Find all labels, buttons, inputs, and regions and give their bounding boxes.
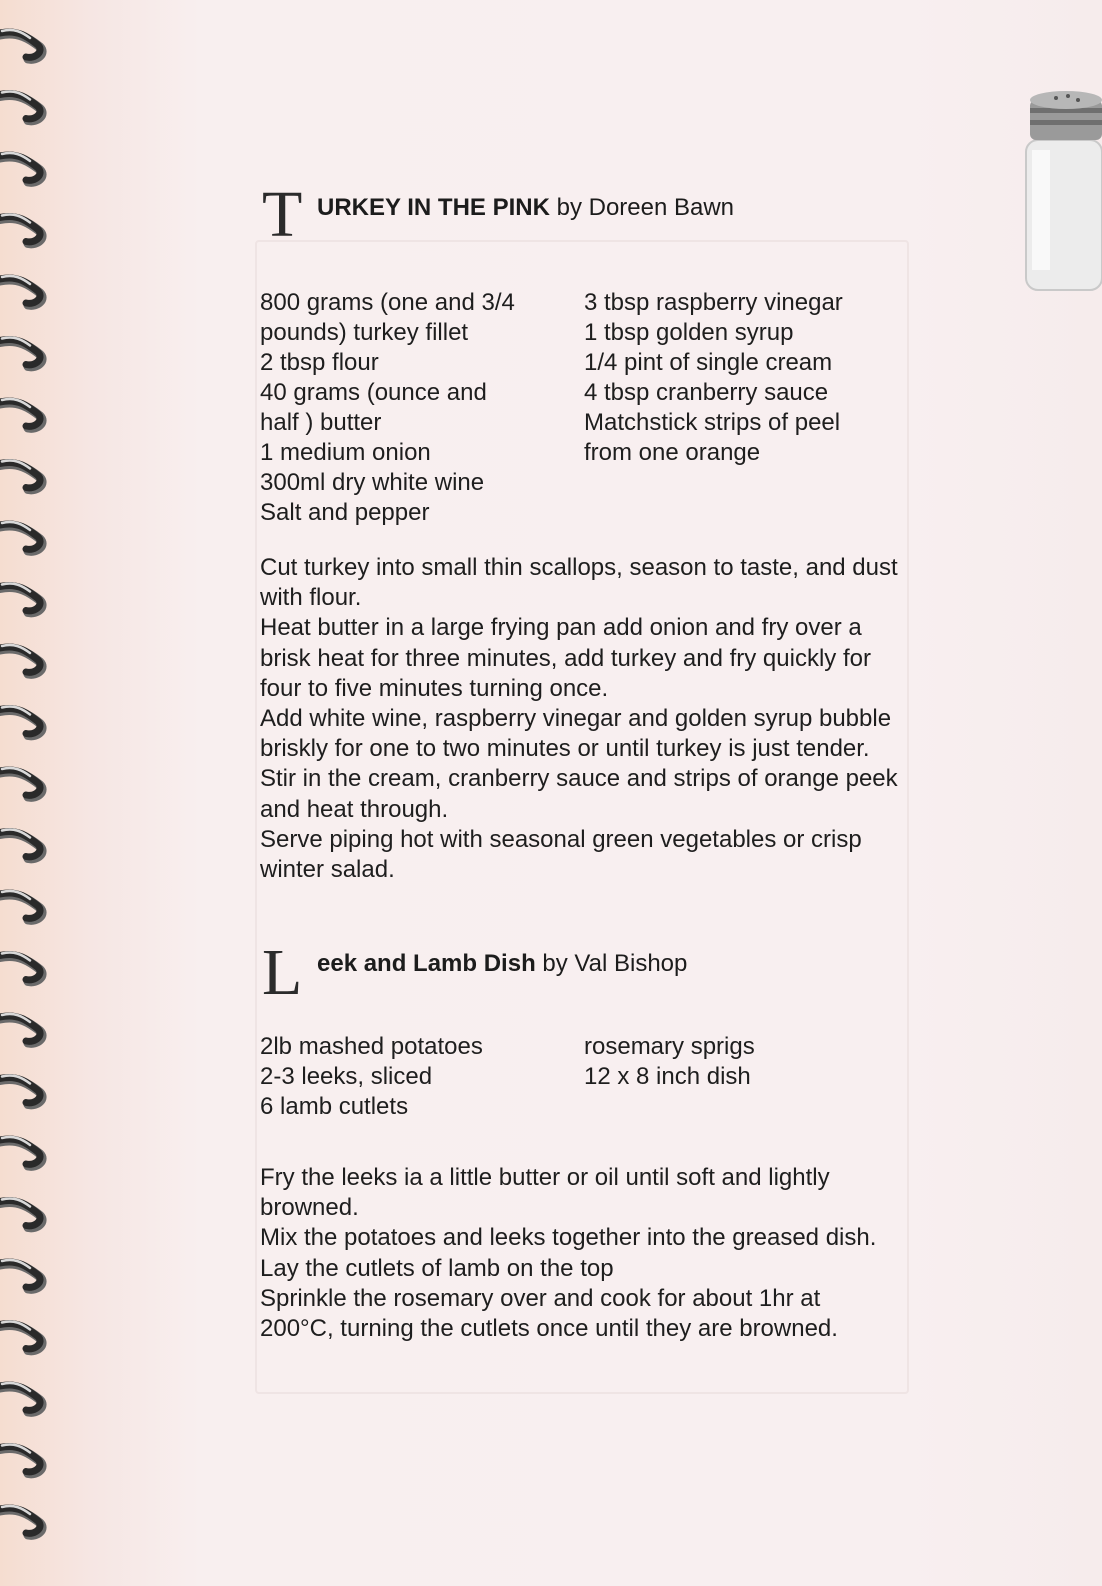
- spiral-coil: [0, 1321, 42, 1350]
- ingredient-item: 2-3 leeks, sliced: [260, 1063, 433, 1090]
- spiral-binding: [0, 0, 70, 1586]
- method-step: Stir in the cream, cranberry sauce and strips of orange peek and heat through.: [260, 765, 898, 823]
- recipe1-dropcap: T: [262, 178, 303, 251]
- spiral-coil: [0, 337, 42, 366]
- spiral-coil: [0, 1506, 42, 1535]
- spiral-coil: [0, 706, 42, 735]
- method-step: Mix the potatoes and leeks together into the greased dish.: [260, 1224, 877, 1252]
- ingredient-item: 2lb mashed potatoes: [260, 1033, 483, 1060]
- spiral-coil: [0, 460, 42, 489]
- ingredient-item: 40 grams (ounce and: [260, 379, 487, 406]
- spiral-coil: [0, 153, 42, 182]
- recipe2-ingredients-left: [260, 1032, 483, 1122]
- salt-shaker-image: [1012, 80, 1102, 300]
- spiral-coil: [0, 1137, 42, 1166]
- ingredient-item: half ) butter: [260, 409, 382, 436]
- ingredient-item: pounds) turkey fillet: [260, 319, 469, 346]
- spiral-coil: [0, 829, 42, 858]
- recipe1-method: [260, 553, 900, 885]
- ingredient-item: 800 grams (one and 3/4: [260, 289, 515, 316]
- spiral-coil: [0, 1383, 42, 1412]
- ingredient-item: 4 tbsp cranberry sauce: [584, 379, 829, 406]
- ingredient-item: 1/4 pint of single cream: [584, 349, 833, 376]
- ingredient-item: 1 medium onion: [260, 439, 431, 466]
- ingredient-item: 1 tbsp golden syrup: [584, 319, 794, 346]
- ingredient-item: Salt and pepper: [260, 499, 430, 526]
- spiral-coil: [0, 276, 42, 305]
- ingredient-item: rosemary sprigs: [584, 1033, 755, 1060]
- method-step: Lay the cutlets of lamb on the top: [260, 1254, 614, 1282]
- spiral-coil: [0, 1075, 42, 1104]
- method-step: Serve piping hot with seasonal green vegetables or crisp winter salad.: [260, 825, 862, 884]
- recipe2-name: eek and Lamb Dish: [317, 950, 536, 977]
- recipe1-byline: by Doreen Bawn: [556, 194, 735, 221]
- spiral-coil: [0, 768, 42, 797]
- spiral-coil: [0, 952, 42, 981]
- method-step: Sprinkle the rosemary over and cook for about 1hr at 200°C, turning the cutlets once until they are browned.: [260, 1284, 838, 1343]
- spiral-coil: [0, 399, 42, 428]
- method-step: Fry the leeks ia a little butter or oil until soft and lightly browned.: [260, 1164, 830, 1222]
- ingredient-item: Matchstick strips of peel: [584, 409, 841, 436]
- recipe1-ingredients-left: [260, 288, 515, 528]
- recipe2-dropcap: L: [262, 936, 303, 1009]
- spiral-coil: [0, 30, 42, 59]
- ingredient-item: 12 x 8 inch dish: [584, 1063, 751, 1090]
- ingredient-item: from one orange: [584, 439, 761, 466]
- spiral-coil: [0, 1014, 42, 1043]
- spiral-coil: [0, 891, 42, 920]
- method-step: Cut turkey into small thin scallops, season to taste, and dust with flour.: [260, 554, 898, 612]
- spiral-coil: [0, 1260, 42, 1289]
- ingredient-item: 3 tbsp raspberry vinegar: [584, 289, 843, 316]
- spiral-coil: [0, 583, 42, 612]
- spiral-coil: [0, 91, 42, 120]
- spiral-coil: [0, 214, 42, 243]
- ingredient-item: 300ml dry white wine: [260, 469, 485, 496]
- method-step: Heat butter in a large frying pan add onion and fry over a brisk heat for three minutes, add turkey and fry quickly for four to five minutes turning once.: [260, 614, 871, 702]
- spiral-coil: [0, 1198, 42, 1227]
- method-step: Add white wine, raspberry vinegar and golden syrup bubble briskly for one to two minutes or until turkey is just tender.: [260, 705, 892, 763]
- ingredient-item: 6 lamb cutlets: [260, 1093, 409, 1120]
- recipe1-name: URKEY IN THE PINK: [317, 194, 550, 221]
- recipe2-ingredients-right: [584, 1032, 755, 1092]
- ingredient-item: 2 tbsp flour: [260, 349, 379, 376]
- spiral-coil: [0, 645, 42, 674]
- recipe1-ingredients-right: [584, 288, 843, 468]
- recipe2-method: [260, 1163, 900, 1344]
- spiral-coil: [0, 522, 42, 551]
- recipe2-byline: by Val Bishop: [542, 950, 688, 977]
- spiral-coil: [0, 1444, 42, 1473]
